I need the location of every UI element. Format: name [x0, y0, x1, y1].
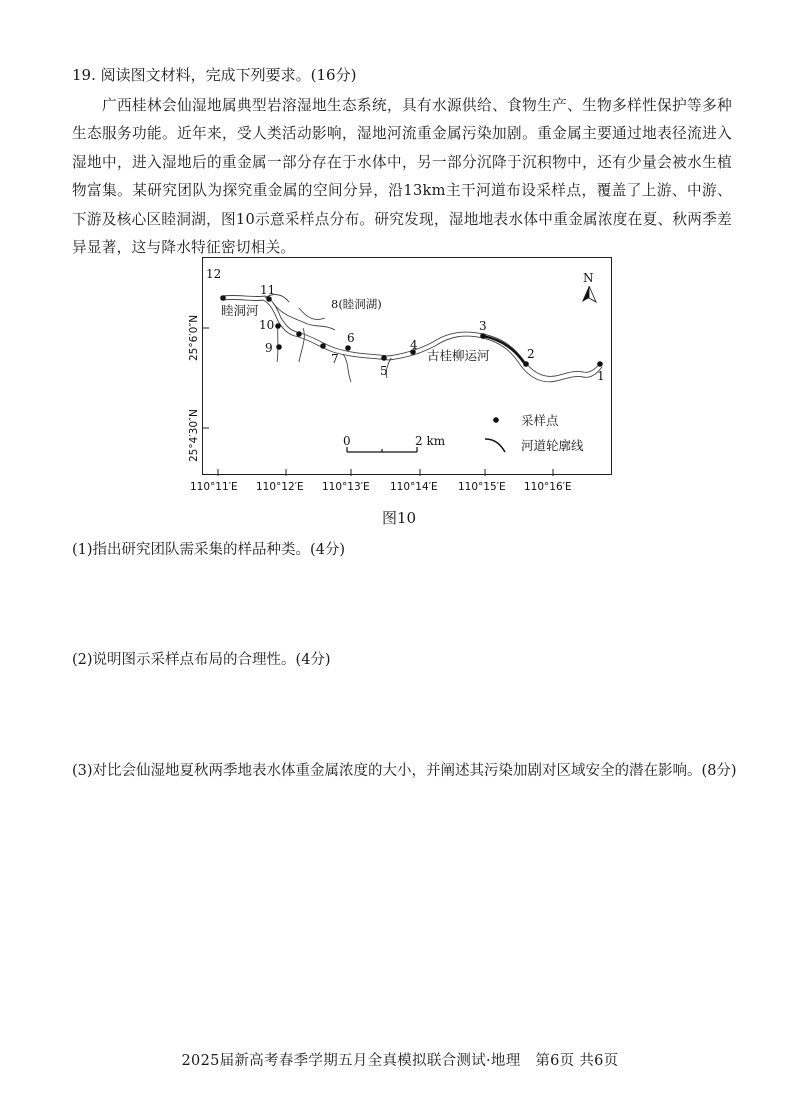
lon-label-4: 110°14′E	[390, 481, 438, 493]
sample-point-1	[597, 361, 603, 367]
sample-point-8	[296, 331, 302, 337]
label-3: 3	[479, 319, 487, 333]
river-label-guguiliu: 古桂柳运河	[427, 348, 490, 363]
figure-caption: 图10	[382, 509, 417, 527]
label-10: 10	[259, 318, 275, 332]
scale-bar	[343, 434, 446, 452]
label-12: 12	[206, 267, 222, 281]
map-drawing	[203, 258, 613, 476]
lat-label-1: 25°6′0″N	[188, 314, 200, 361]
label-5: 5	[380, 364, 388, 378]
north-arrow-icon	[582, 271, 596, 302]
legend-point-icon	[493, 417, 499, 423]
longitude-labels	[180, 476, 620, 496]
map-figure	[202, 257, 612, 475]
page-footer: 2025届新高考春季学期五月全真模拟联合测试·地理 第6页 共6页	[181, 1053, 619, 1069]
lon-label-6: 110°16′E	[524, 481, 572, 493]
svg-text:2 km: 2 km	[415, 434, 446, 448]
svg-text:0: 0	[343, 434, 351, 448]
legend-line-icon	[485, 439, 505, 452]
question-title: 19. 阅读图文材料，完成下列要求。(16分)	[72, 66, 357, 84]
svg-text:N: N	[583, 271, 594, 285]
river-label-mudong: 睦洞河	[221, 303, 259, 318]
sample-point-11	[266, 296, 272, 302]
svg-text:河道轮廓线: 河道轮廓线	[521, 438, 584, 453]
lon-label-2: 110°12′E	[256, 481, 304, 493]
lon-label-3: 110°13′E	[322, 481, 370, 493]
label-7: 7	[331, 352, 339, 366]
question-paragraph: 广西桂林会仙湿地属典型岩溶湿地生态系统，具有水源供给、食物生产、生物多样性保护等多种生态服务功能。近年来，受人类活动影响，湿地河流重金属污染加剧。重金属主要通过地表径流进入湿地中，进入湿地后的重金属一部分存在于水体中，另一部分沉降于沉积物中，还有少量会被水生植物富集。某研究团队为探究重金属的空间分异，沿13km主干河道布设采样点，覆盖了上游、中游、下游及核心区睦洞湖，图10示意采样点分布。研究发现，湿地地表水体中重金属浓度在夏、秋两季差异显著，这与降水特征密切相关。	[72, 97, 732, 257]
label-6: 6	[347, 331, 355, 345]
svg-text:采样点: 采样点	[521, 413, 559, 428]
sample-point-9	[276, 344, 282, 350]
sample-point-12	[220, 295, 226, 301]
label-9: 9	[265, 341, 273, 355]
sub-question-1: (1)指出研究团队需采集的样品种类。(4分)	[72, 542, 346, 558]
sample-point-3	[480, 333, 486, 339]
label-1: 1	[597, 369, 605, 383]
lon-label-1: 110°11′E	[190, 481, 238, 493]
legend	[485, 413, 584, 453]
label-4: 4	[410, 338, 418, 352]
sample-point-10	[275, 323, 281, 329]
label-11: 11	[260, 283, 276, 297]
lat-label-2: 25°4′30″N	[188, 409, 200, 462]
sample-point-2	[523, 361, 529, 367]
label-2: 2	[527, 347, 535, 361]
sub-question-3: (3)对比会仙湿地夏秋两季地表水体重金属浓度的大小，并阐述其污染加剧对区域安全的潜在影响。(8分)	[72, 763, 737, 779]
sub-question-2: (2)说明图示采样点布局的合理性。(4分)	[72, 652, 331, 668]
lon-label-5: 110°15′E	[458, 481, 506, 493]
sample-point-7	[320, 343, 326, 349]
sample-point-6	[345, 345, 351, 351]
latitude-labels	[182, 257, 202, 475]
sample-point-5	[381, 355, 387, 361]
lake-label: 8(睦洞湖)	[331, 297, 382, 311]
